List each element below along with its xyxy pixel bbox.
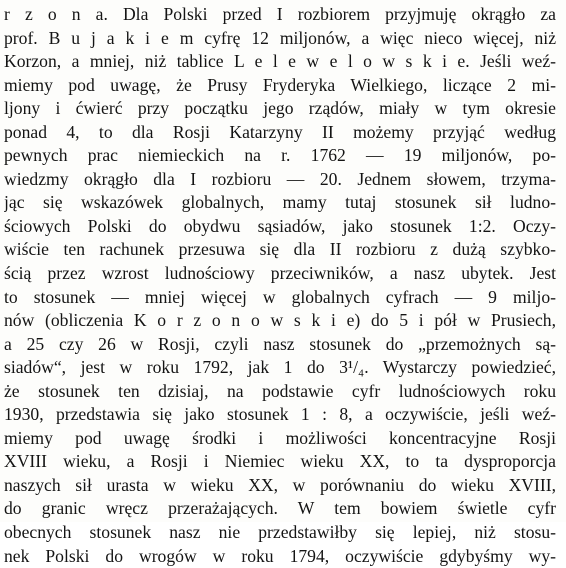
text-line: ściowych Polski do obydwu sąsiadów, jako stosunek 1:2. Oczy-: [4, 215, 556, 236]
text-line: Korzon, a mniej, niż tablice L e l e w e l o w s k i e. Jeśli weź-: [4, 51, 556, 72]
text-line: miemy pod uwagę, że Prusy Fryderyka Wielkiego, liczące 2 mi-: [4, 74, 556, 95]
text-line: wiście ten rachunek przesuwa się dla II rozbioru z dużą szybko-: [4, 239, 556, 260]
body-text: [4, 3, 556, 568]
text-line: ponad 4, to dla Rosji Katarzyny II możemy przyjąć według: [4, 121, 556, 142]
text-line: wiedzmy okrągło dla I rozbioru — 20. Jednem słowem, trzyma-: [4, 168, 556, 189]
text-line: a 25 czy 26 w Rosji, czyli nasz stosunek do „przemożnych są-: [4, 333, 556, 354]
text-line: pewnych prac niemieckich na r. 1762 — 19 miljonów, po-: [4, 145, 556, 166]
text-line: siadów“, jest w roku 1792, jak 1 do 3¹/₄. Wystarczy powiedzieć,: [4, 357, 556, 378]
text-line: miemy pod uwagę środki i możliwości koncentracyjne Rosji: [4, 427, 556, 448]
text-line: nów (obliczenia K o r z o n o w s k i e) do 5 i pół w Prusiech,: [4, 310, 556, 331]
text-line: naszych sił urasta w wieku XX, w porównaniu do wieku XVIII,: [4, 474, 556, 495]
text-line: to stosunek — mniej więcej w globalnych cyfrach — 9 miljo-: [4, 286, 556, 307]
text-line: r z o n a. Dla Polski przed I rozbiorem przyjmuję okrągło za: [4, 4, 556, 24]
text-line: prof. B u j a k i e m cyfrę 12 miljonów, a więc nieco więcej, niż: [4, 27, 556, 48]
text-line: obecnych stosunek nasz nie przedstawiłby się lepiej, niż stosu-: [4, 522, 556, 543]
text-line: jąc się wskazówek globalnych, mamy tutaj stosunek sił ludno-: [4, 192, 556, 213]
text-line: ljony i ćwierć przy początku jego rządów, miały w tym okresie: [4, 98, 556, 119]
text-line: ścią przez wzrost ludnościowy przeciwników, a nasz ubytek. Jest: [4, 263, 556, 284]
text-line: XVIII wieku, a Rosji i Niemiec wieku XX, to ta dysproporcja: [4, 451, 556, 472]
text-line: że stosunek ten dzisiaj, na podstawie cyfr ludnościowych roku: [4, 380, 556, 401]
text-line: nek Polski do wrogów w roku 1794, oczywiście gdybyśmy wy-: [4, 545, 556, 566]
text-line: do granic wręcz przerażających. W tem bowiem świetle cyfr: [4, 498, 556, 519]
text-line: 1930, przedstawia się jako stosunek 1 : 8, a oczywiście, jeśli weź-: [4, 404, 556, 425]
